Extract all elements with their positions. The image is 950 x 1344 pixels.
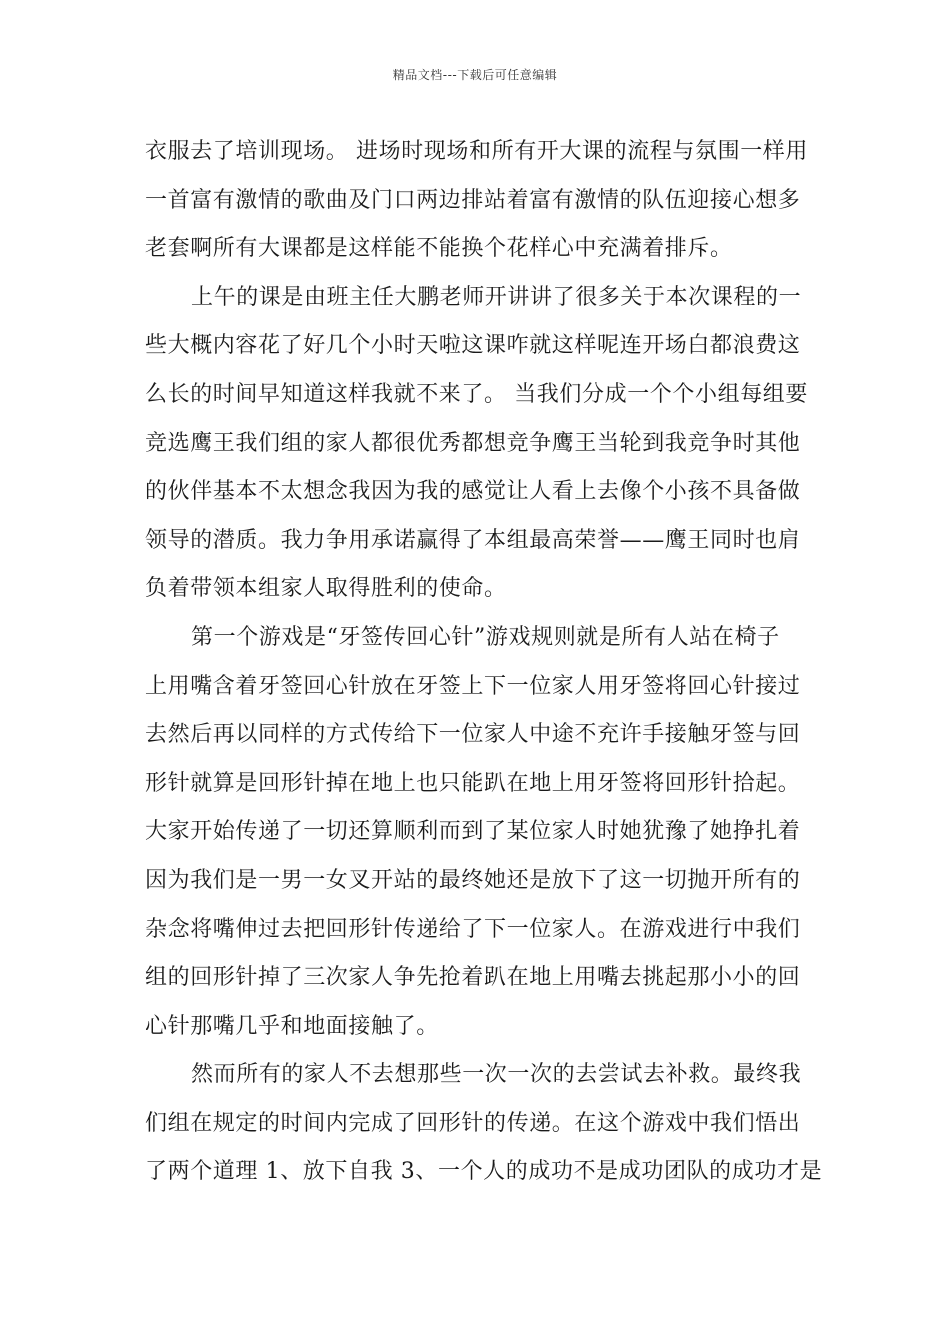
text-line: 的伙伴基本不太想念我因为我的感觉让人看上去像个小孩不具备做 [145, 479, 801, 505]
text-line: 竞选鹰王我们组的家人都很优秀都想竞争鹰王当轮到我竞争时其他 [145, 430, 801, 456]
document-body [145, 128, 823, 1197]
text-line: 形针就算是回形针掉在地上也只能趴在地上用牙签将回形针拾起。 [145, 770, 801, 796]
text-line: 上午的课是由班主任大鹏老师开讲讲了很多关于本次课程的一 [191, 284, 802, 310]
text-line: 领导的潜质。我力争用承诺赢得了本组最高荣誉——鹰王同时也肩 [145, 527, 801, 553]
text-line: 上用嘴含着牙签回心针放在牙签上下一位家人用牙签将回心针接过 [145, 673, 801, 699]
text-line: 去然后再以同样的方式传给下一位家人中途不充许手接触牙签与回 [145, 722, 801, 748]
text-line: 然而所有的家人不去想那些一次一次的去尝试去补救。最终我 [191, 1062, 802, 1088]
text-line: 心针那嘴几乎和地面接触了。 [145, 1013, 439, 1039]
text-line: 了两个道理 1、放下自我 3、一个人的成功不是成功团队的成功才是 [145, 1159, 823, 1185]
text-line: 大家开始传递了一切还算顺利而到了某位家人时她犹豫了她挣扎着 [145, 819, 801, 845]
text-line: 老套啊所有大课都是这样能不能换个花样心中充满着排斥。 [145, 236, 733, 262]
text-line: 衣服去了培训现场。 进场时现场和所有开大课的流程与氛围一样用 [145, 139, 808, 164]
text-line: 因为我们是一男一女叉开站的最终她还是放下了这一切抛开所有的 [145, 867, 801, 893]
text-line: 一首富有激情的歌曲及门口两边排站着富有激情的队伍迎接心想多 [145, 187, 801, 213]
text-line: 杂念将嘴伸过去把回形针传递给了下一位家人。在游戏进行中我们 [145, 916, 801, 942]
text-line: 么长的时间早知道这样我就不来了。 当我们分成一个个小组每组要 [145, 381, 808, 407]
text-line: 些大概内容花了好几个小时天啦这课咋就这样呢连开场白都浪费这 [145, 333, 801, 359]
page-header: 精品文档---下载后可任意编辑 [392, 68, 558, 82]
text-line: 组的回形针掉了三次家人争先抢着趴在地上用嘴去挑起那小小的回 [145, 965, 801, 991]
text-line: 第一个游戏是“牙签传回心针”游戏规则就是所有人站在椅子 [191, 624, 780, 650]
text-line: 们组在规定的时间内完成了回形针的传递。在这个游戏中我们悟出 [145, 1110, 801, 1136]
text-line: 负着带领本组家人取得胜利的使命。 [145, 576, 507, 602]
